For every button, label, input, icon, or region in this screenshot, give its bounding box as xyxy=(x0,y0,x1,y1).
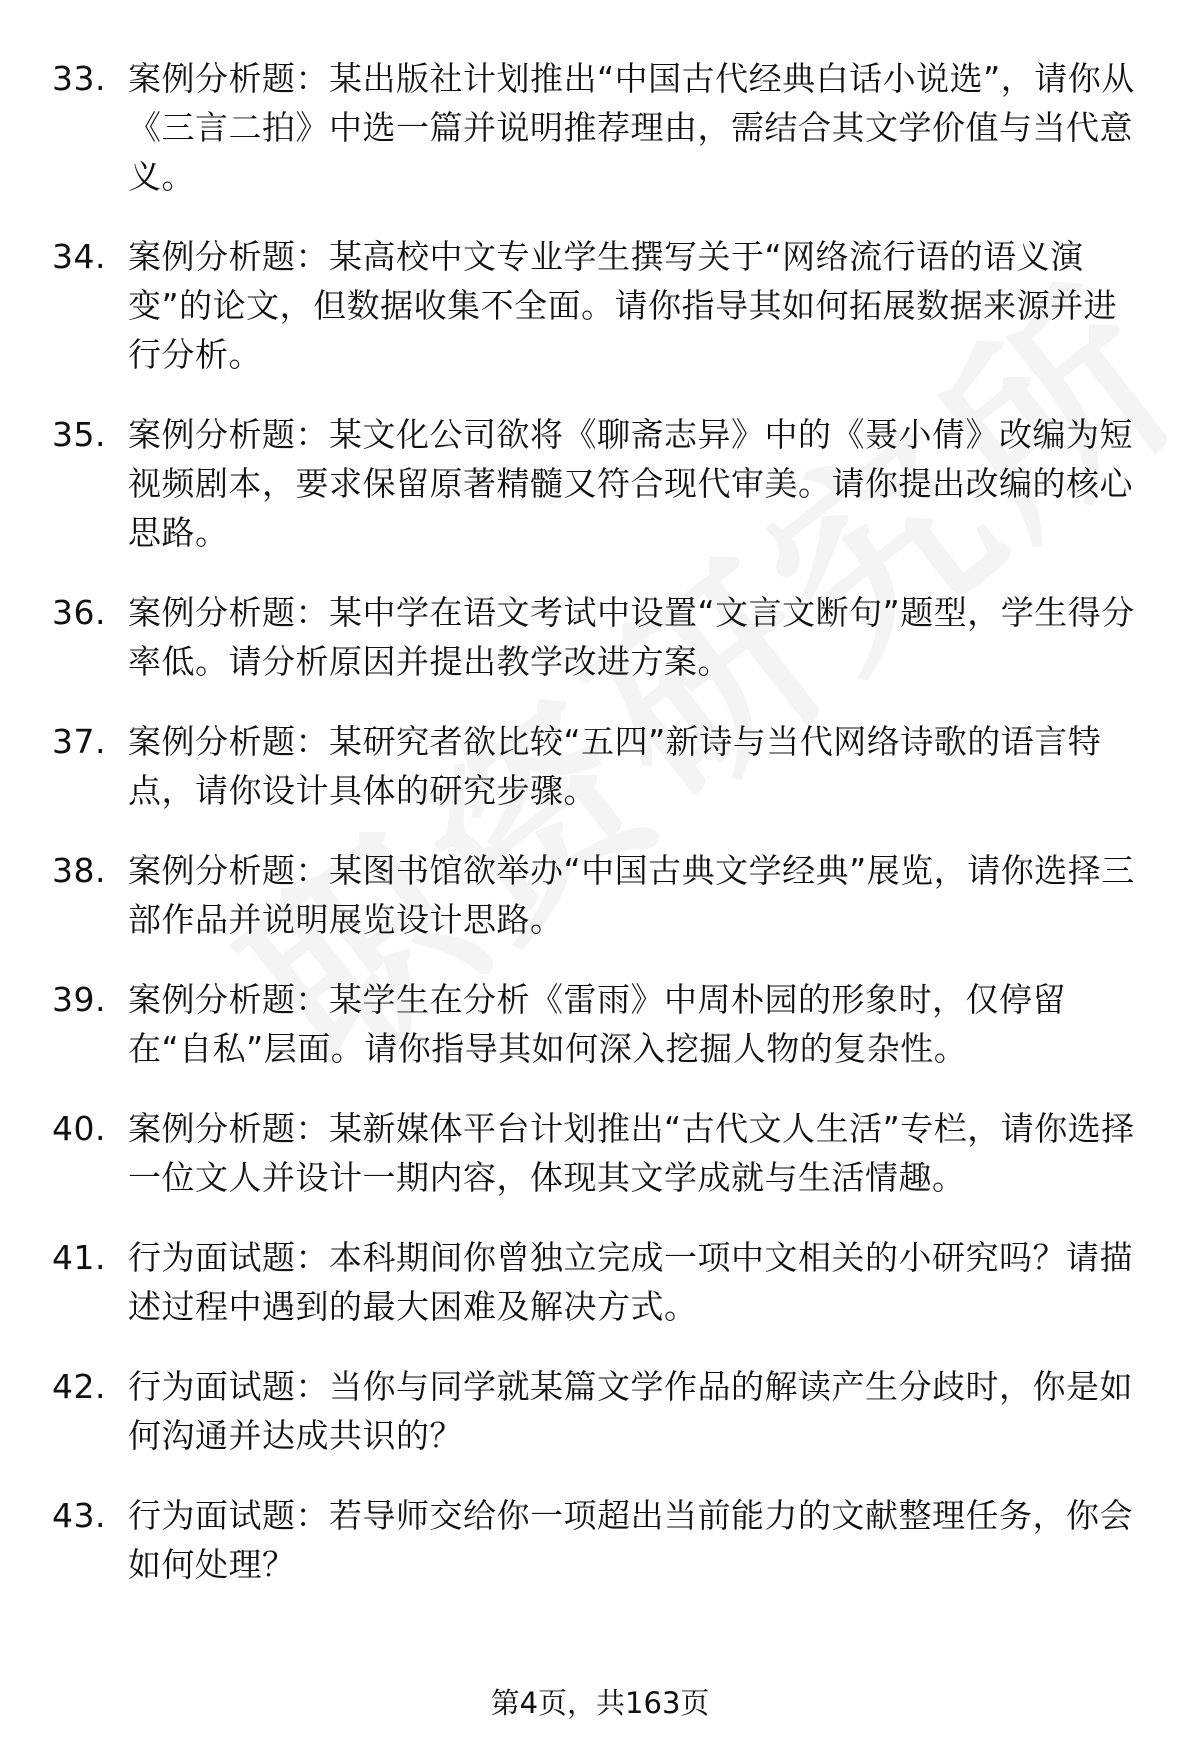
question-text: 案例分析题：某出版社计划推出“中国古代经典白话小说选”，请你从《三言二拍》中选一篇并说明推荐理由，需结合其文学价值与当代意义。 xyxy=(128,59,1135,196)
question-item xyxy=(52,588,1142,686)
question-number: 42. xyxy=(52,1367,106,1406)
question-item xyxy=(52,410,1142,557)
question-item xyxy=(52,1362,1142,1460)
question-number: 40. xyxy=(52,1109,106,1148)
question-number: 37. xyxy=(52,722,106,761)
question-number: 41. xyxy=(52,1238,106,1277)
question-number: 34. xyxy=(52,237,106,276)
question-text: 行为面试题：若导师交给你一项超出当前能力的文献整理任务，你会如何处理？ xyxy=(128,1496,1133,1584)
question-text: 案例分析题：某学生在分析《雷雨》中周朴园的形象时，仅停留在“自私”层面。请你指导其如何深入挖掘人物的复杂性。 xyxy=(128,980,1066,1068)
question-item xyxy=(52,1233,1142,1331)
question-item xyxy=(52,54,1142,201)
question-number: 38. xyxy=(52,851,106,890)
question-item xyxy=(52,232,1142,379)
question-number: 43. xyxy=(52,1496,106,1535)
question-text: 案例分析题：某高校中文专业学生撰写关于“网络流行语的语义演变”的论文，但数据收集不全面。请你指导其如何拓展数据来源并进行分析。 xyxy=(128,237,1118,374)
question-text: 案例分析题：某研究者欲比较“五四”新诗与当代网络诗歌的语言特点，请你设计具体的研究步骤。 xyxy=(128,722,1102,810)
question-text: 案例分析题：某中学在语文考试中设置“文言文断句”题型，学生得分率低。请分析原因并提出教学改进方案。 xyxy=(128,593,1135,681)
question-item xyxy=(52,846,1142,944)
question-list xyxy=(52,54,1142,1620)
page-footer xyxy=(0,1683,1200,1723)
question-text: 案例分析题：某文化公司欲将《聊斋志异》中的《聂小倩》改编为短视频剧本，要求保留原著精髓又符合现代审美。请你提出改编的核心思路。 xyxy=(128,415,1133,552)
question-number: 36. xyxy=(52,593,106,632)
page-indicator: 第4页，共163页 xyxy=(490,1686,710,1720)
question-text: 案例分析题：某新媒体平台计划推出“古代文人生活”专栏，请你选择一位文人并设计一期内容，体现其文学成就与生活情趣。 xyxy=(128,1109,1135,1197)
question-number: 35. xyxy=(52,415,106,454)
question-item xyxy=(52,1491,1142,1589)
question-item xyxy=(52,1104,1142,1202)
question-number: 33. xyxy=(52,59,106,98)
question-text: 行为面试题：当你与同学就某篇文学作品的解读产生分歧时，你是如何沟通并达成共识的？ xyxy=(128,1367,1133,1455)
question-text: 行为面试题：本科期间你曾独立完成一项中文相关的小研究吗？请描述过程中遇到的最大困难及解决方式。 xyxy=(128,1238,1133,1326)
question-text: 案例分析题：某图书馆欲举办“中国古典文学经典”展览，请你选择三部作品并说明展览设计思路。 xyxy=(128,851,1135,939)
question-item xyxy=(52,717,1142,815)
question-number: 39. xyxy=(52,980,106,1019)
question-item xyxy=(52,975,1142,1073)
